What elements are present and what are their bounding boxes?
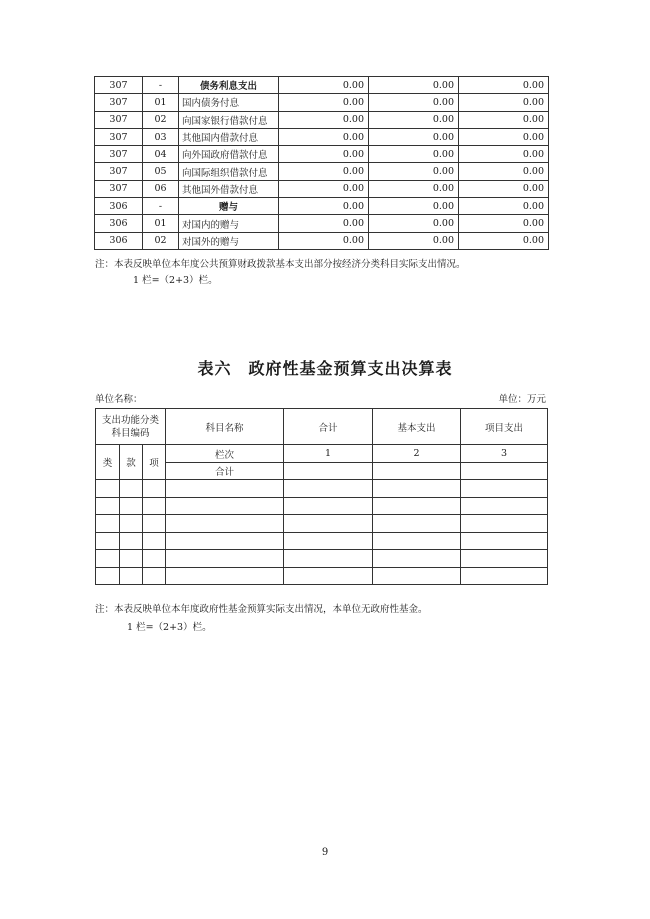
empty-cell	[96, 515, 120, 533]
basic-value-cell: 0.00	[369, 198, 459, 215]
total-value-cell: 0.00	[279, 128, 369, 145]
header-name: 科目名称	[166, 409, 284, 445]
empty-cell	[143, 480, 166, 498]
basic-value-cell: 0.00	[369, 180, 459, 197]
item-code-cell: -	[143, 198, 179, 215]
table-row	[95, 94, 549, 111]
empty-cell	[166, 532, 284, 550]
table-row	[95, 180, 549, 197]
header-project: 项目支出	[461, 409, 548, 445]
empty-cell	[166, 497, 284, 515]
unit-label: 单位：万元	[498, 394, 546, 405]
class-code-cell: 307	[95, 163, 143, 180]
empty-cell	[96, 532, 120, 550]
empty-cell	[143, 550, 166, 568]
total-row-label: 合计	[166, 463, 284, 480]
class-code-cell: 307	[95, 180, 143, 197]
empty-cell	[284, 497, 373, 515]
total-cell	[461, 463, 548, 480]
empty-cell	[284, 567, 373, 585]
unit-name-label: 单位名称：	[95, 394, 143, 405]
empty-cell	[96, 550, 120, 568]
basic-value-cell: 0.00	[369, 146, 459, 163]
header-kuan: 款	[120, 445, 143, 480]
col-1: 1	[284, 445, 373, 463]
basic-value-cell: 0.00	[369, 128, 459, 145]
empty-cell	[373, 480, 461, 498]
project-value-cell: 0.00	[459, 146, 549, 163]
empty-cell	[373, 532, 461, 550]
empty-cell	[461, 550, 548, 568]
class-code-cell: 307	[95, 77, 143, 94]
project-value-cell: 0.00	[459, 94, 549, 111]
table-row	[95, 198, 549, 215]
table2-formula-note: 1 栏=（2+3）栏。	[127, 622, 212, 633]
empty-cell	[120, 532, 143, 550]
project-value-cell: 0.00	[459, 77, 549, 94]
project-value-cell: 0.00	[459, 128, 549, 145]
item-code-cell: 02	[143, 111, 179, 128]
header-basic: 基本支出	[373, 409, 461, 445]
empty-cell	[284, 532, 373, 550]
total-value-cell: 0.00	[279, 198, 369, 215]
total-value-cell: 0.00	[279, 146, 369, 163]
empty-cell	[461, 515, 548, 533]
total-value-cell: 0.00	[279, 180, 369, 197]
empty-cell	[166, 515, 284, 533]
empty-cell	[461, 532, 548, 550]
empty-cell	[166, 480, 284, 498]
empty-cell	[373, 497, 461, 515]
basic-value-cell: 0.00	[369, 111, 459, 128]
item-code-cell: 01	[143, 215, 179, 232]
empty-cell	[120, 480, 143, 498]
subject-name-cell: 对国外的赠与	[179, 232, 279, 249]
empty-cell	[284, 550, 373, 568]
class-code-cell: 306	[95, 215, 143, 232]
empty-cell	[373, 515, 461, 533]
item-code-cell: 03	[143, 128, 179, 145]
subject-name-cell: 向外国政府借款付息	[179, 146, 279, 163]
table1-formula-note: 1 栏=（2+3）栏。	[133, 275, 218, 286]
empty-cell	[96, 567, 120, 585]
empty-cell	[461, 497, 548, 515]
class-code-cell: 307	[95, 128, 143, 145]
basic-value-cell: 0.00	[369, 232, 459, 249]
empty-cell	[461, 567, 548, 585]
item-code-cell: 04	[143, 146, 179, 163]
subject-name-cell: 向国家银行借款付息	[179, 111, 279, 128]
economic-classification-table	[94, 76, 549, 250]
row-lanci: 栏次	[166, 445, 284, 463]
header-code: 支出功能分类科目编码	[96, 409, 166, 445]
empty-cell	[143, 567, 166, 585]
empty-cell	[166, 550, 284, 568]
empty-cell	[461, 480, 548, 498]
table-row	[95, 163, 549, 180]
empty-cell	[120, 550, 143, 568]
project-value-cell: 0.00	[459, 215, 549, 232]
empty-cell	[373, 550, 461, 568]
table-row	[95, 77, 549, 94]
table2-note: 注：本表反映单位本年度政府性基金预算实际支出情况，本单位无政府性基金。	[95, 604, 428, 615]
subject-name-cell: 债务利息支出	[179, 77, 279, 94]
basic-value-cell: 0.00	[369, 163, 459, 180]
table1-note: 注：本表反映单位本年度公共预算财政拨款基本支出部分按经济分类科目实际支出情况。	[95, 259, 466, 270]
empty-cell	[120, 515, 143, 533]
empty-cell	[120, 497, 143, 515]
subject-name-cell: 国内债务付息	[179, 94, 279, 111]
empty-cell	[143, 515, 166, 533]
total-value-cell: 0.00	[279, 232, 369, 249]
item-code-cell: 01	[143, 94, 179, 111]
class-code-cell: 307	[95, 111, 143, 128]
table-row	[95, 232, 549, 249]
subject-name-cell: 对国内的赠与	[179, 215, 279, 232]
subject-name-cell: 赠与	[179, 198, 279, 215]
item-code-cell: 06	[143, 180, 179, 197]
basic-value-cell: 0.00	[369, 77, 459, 94]
empty-cell	[96, 480, 120, 498]
table-row	[95, 146, 549, 163]
header-lei: 类	[96, 445, 120, 480]
subject-name-cell: 其他国外借款付息	[179, 180, 279, 197]
empty-cell	[284, 515, 373, 533]
page-number: 9	[321, 847, 329, 858]
basic-value-cell: 0.00	[369, 94, 459, 111]
class-code-cell: 306	[95, 232, 143, 249]
total-value-cell: 0.00	[279, 94, 369, 111]
total-value-cell: 0.00	[279, 163, 369, 180]
project-value-cell: 0.00	[459, 163, 549, 180]
empty-cell	[166, 567, 284, 585]
empty-cell	[96, 497, 120, 515]
header-total: 合计	[284, 409, 373, 445]
item-code-cell: 02	[143, 232, 179, 249]
table-row	[95, 111, 549, 128]
item-code-cell: -	[143, 77, 179, 94]
total-cell	[373, 463, 461, 480]
col-3: 3	[461, 445, 548, 463]
empty-cell	[143, 497, 166, 515]
table-row	[95, 128, 549, 145]
table-row	[95, 215, 549, 232]
government-fund-expenditure-table	[95, 408, 548, 585]
empty-cell	[120, 567, 143, 585]
empty-cell	[373, 567, 461, 585]
total-value-cell: 0.00	[279, 77, 369, 94]
project-value-cell: 0.00	[459, 198, 549, 215]
project-value-cell: 0.00	[459, 111, 549, 128]
subject-name-cell: 其他国内借款付息	[179, 128, 279, 145]
class-code-cell: 307	[95, 94, 143, 111]
total-cell	[284, 463, 373, 480]
empty-cell	[143, 532, 166, 550]
header-xiang: 项	[143, 445, 166, 480]
table6-title: 表六 政府性基金预算支出决算表	[197, 359, 453, 378]
empty-cell	[284, 480, 373, 498]
project-value-cell: 0.00	[459, 232, 549, 249]
class-code-cell: 306	[95, 198, 143, 215]
item-code-cell: 05	[143, 163, 179, 180]
project-value-cell: 0.00	[459, 180, 549, 197]
basic-value-cell: 0.00	[369, 215, 459, 232]
class-code-cell: 307	[95, 146, 143, 163]
col-2: 2	[373, 445, 461, 463]
total-value-cell: 0.00	[279, 111, 369, 128]
total-value-cell: 0.00	[279, 215, 369, 232]
subject-name-cell: 向国际组织借款付息	[179, 163, 279, 180]
